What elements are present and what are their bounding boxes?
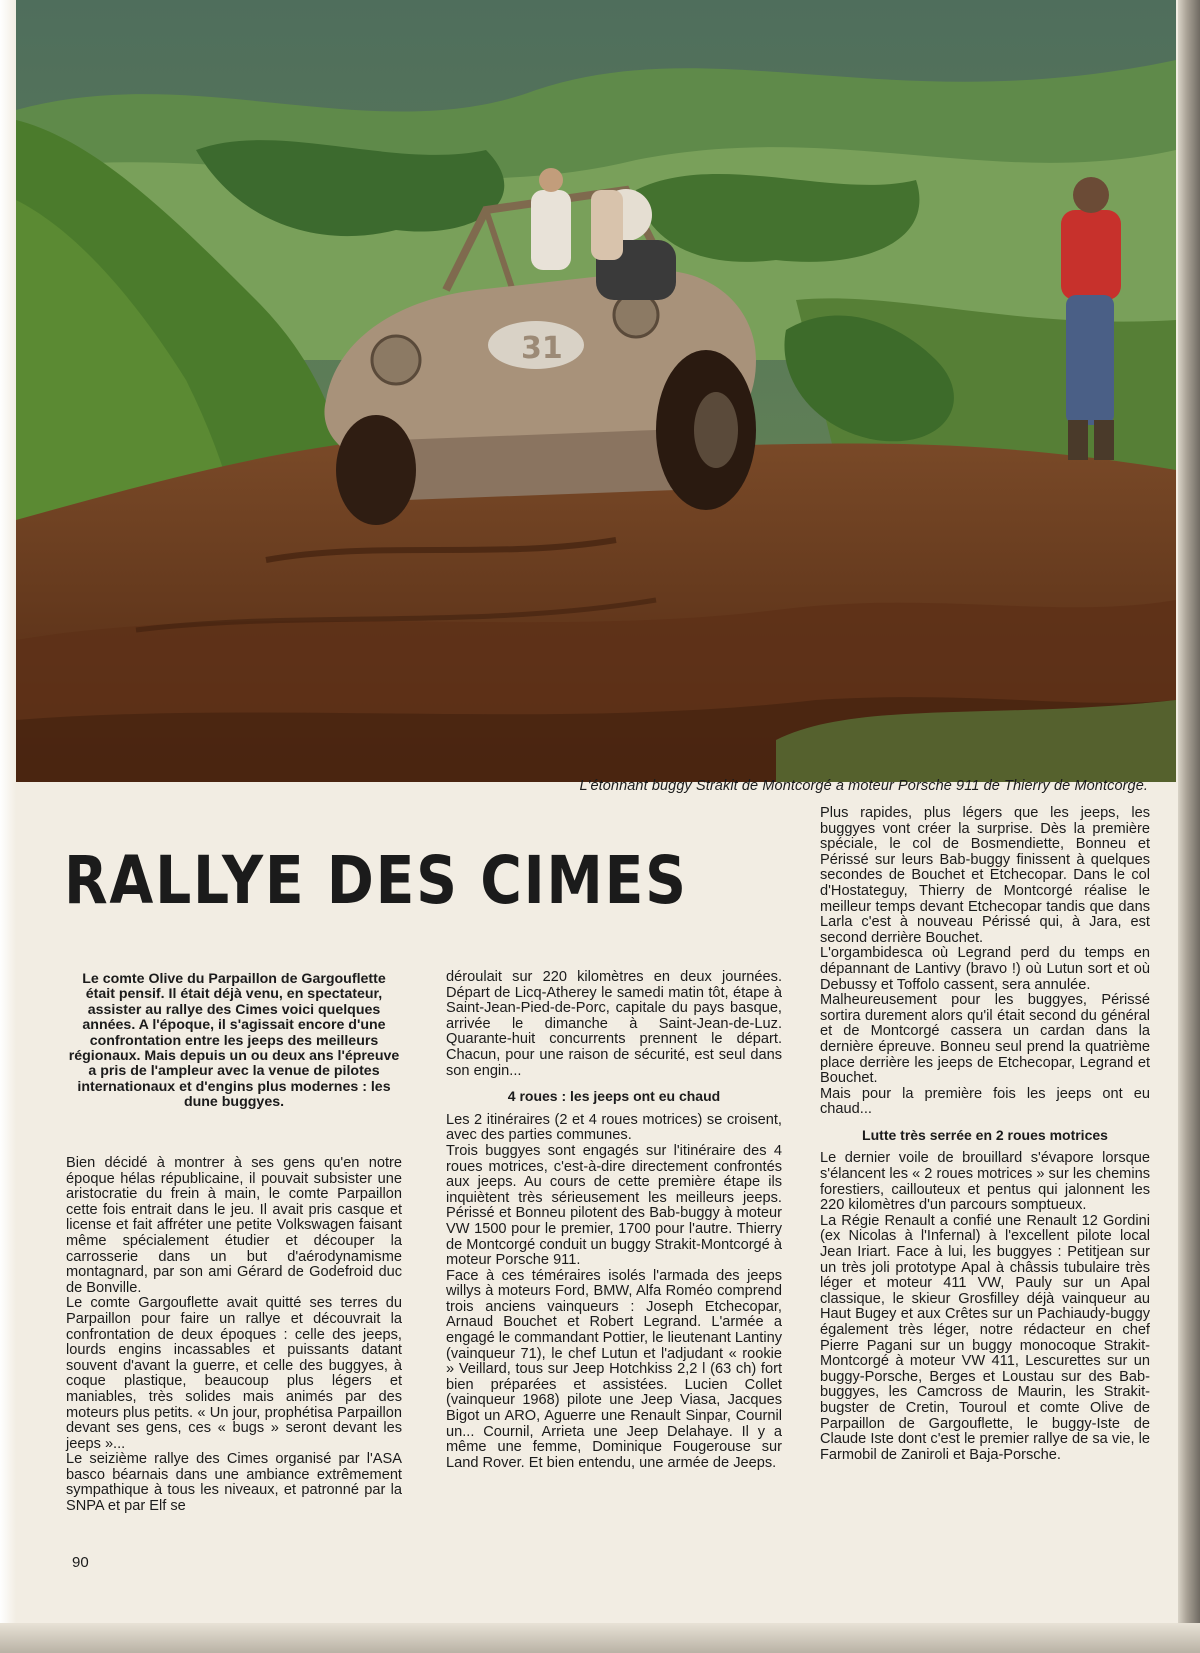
paragraph: Le seizième rallye des Cimes organisé par l'ASA basco béarnais dans une ambiance extrêmement sympathique à tous les niveaux, et patronné par la SNPA et par Elf se [66, 1451, 402, 1515]
article-title: RALLYE DES CIMES [64, 842, 688, 919]
article-intro: Le comte Olive du Parpaillon de Gargouflette était pensif. Il était déjà venu, en spectateur, assister au rallye des Cimes voici quelques années. A l'époque, il s'agissait encore d'une confrontation entre les jeeps des meilleurs régionaux. Mais depuis un ou deux ans l'épreuve a pris de l'ampleur avec la venue de pilotes internationaux et d'engins plus modernes : les dune buggyes. [68, 971, 400, 1111]
column-3 [820, 806, 1150, 1463]
paragraph: Face à ces téméraires isolés l'armada des jeeps willys à moteurs Ford, BMW, Alfa Roméo comprend trois anciens vainqueurs : Joseph Etchecopar, Arnaud Bouchet et Robert Legrand. L'armée a engagé le commandant Pottier, le lieutenant Lantiny (vainqueur 71), le chef Lutun et l'adjudant « rookie » Veillard, tous sur Jeep Hotchkiss 2,2 l (63 ch) fort bien préparées et assistées. Lucien Collet (vainqueur 1968) pilote une Jeep Viasa, Jacques Bigot un ARO, Aguerre une Renault Sinpar, Cournil un... Cournil, Arrieta une Jeep Delahaye. Il y a même une femme, Dominique Fougerouse sur Land Rover. Et bien entendu, une armée de Jeeps. [446, 1267, 782, 1471]
rally-photo [16, 0, 1176, 782]
paragraph: Bien décidé à montrer à ses gens qu'en notre époque hélas républicaine, il pouvait subsister une aristocratie du frein à main, le comte Parpaillon cette fois entrait dans le jeu. Il avait pris casque et license et fait affréter une petite Volkswagen faisant même spécialement étudier et découper la carrosserie dans un but d'aérodynamisme montagnard, par son ami Gérard de Godefroid duc de Bonville. [66, 1155, 402, 1296]
paragraph: Trois buggyes sont engagés sur l'itinéraire des 4 roues motrices, c'est-à-dire directement confrontés aux jeeps. Au cours de cette première étape ils inquiètent très sérieusement les meilleurs jeeps. Périssé et Bonneu pilotent des Bab-buggy à moteur VW 1500 pour le premier, 1700 pour l'autre. Thierry de Montcorgé conduit un buggy Strakit-Montcorgé à moteur Porsche 911. [446, 1142, 782, 1269]
column-1 [66, 1156, 402, 1515]
page-left-margin [0, 0, 16, 1653]
car-number: 31 [521, 331, 563, 366]
paragraph: Mais pour la première fois les jeeps ont eu chaud... [820, 1085, 1150, 1118]
paragraph: Le comte Gargouflette avait quitté ses terres du Parpaillon pour faire un rallye et découvrait la confrontation de deux époques : celle des jeeps, lourds engins incassables et puissants datant souvent d'avant la guerre, et celle des buggyes, à coque plastique, beaucoup plus légers et maniables, très solides mais animés par des moteurs plus petits. « Un jour, prophétisa Parpaillon devant ses gens, ces « bugs » seront devant les jeeps »... [66, 1295, 402, 1452]
paragraph: L'orgambidesca où Legrand perd du temps en dépannant de Lantivy (bravo !) où Lutun sort et où Debussy et Toffolo cassent, sera annulée. [820, 945, 1150, 993]
paragraph: déroulait sur 220 kilomètres en deux journées. Départ de Licq-Atherey le samedi matin tôt, étape à Saint-Jean-Pied-de-Porc, capitale du pays basque, arrivée le dimanche à Saint-Jean-de-Luz. Quarante-huit concurrents prennent le départ. Chacun, pour une raison de sécurité, est seul dans son engin... [446, 969, 782, 1079]
section-heading: Lutte très serrée en 2 roues motrices [862, 1126, 1108, 1143]
section-heading: 4 roues : les jeeps ont eu chaud [507, 1088, 721, 1105]
page-bottom-edge [0, 1623, 1200, 1653]
paragraph: La Régie Renault a confié une Renault 12 Gordini (ex Nicolas à l'Infernal) à l'excellent pilote local Jean Iriart. Face à lui, les buggyes : Petitjean sur un très joli prototype Apal à châssis tubulaire très léger et moteur 411 VW, Pauly sur un Apal classique, le skieur Grosfilley déjà vainqueur au Haut Bugey et aux Crêtes sur un Pachiaudy-buggy également très léger, notre rédacteur en chef Pierre Pagani sur un buggy monocoque Strakit-Montcorgé à moteur VW 411, Lescurettes sur un buggy-Porsche, Berges et Loustau sur des Bab-buggyes, les Camcross de Maurin, les Strakit-bugster de Cretin, Touroul et comte Olive de Parpaillon de Gargouflette, le buggy-Iste de Claude Iste dont c'est le premier rallye de sa vie, le Farmobil de Zaniroli et Baja-Porsche. [820, 1212, 1150, 1463]
page-right-edge [1178, 0, 1200, 1653]
column-2 [446, 970, 782, 1471]
paragraph: Les 2 itinéraires (2 et 4 roues motrices) se croisent, avec des parties communes. [446, 1111, 782, 1144]
photo-caption: L'étonnant buggy Strakit de Montcorgé a moteur Porsche 911 de Thierry de Montcorge. [579, 778, 1148, 794]
paragraph: Plus rapides, plus légers que les jeeps, les buggyes vont créer la surprise. Dès la première spéciale, le col de Bosmendiette, Bonneu et Périssé sur leurs Bab-buggy finissent à quelques secondes de Bouchet et Etchecopar. Dans le col d'Hostateguy, Thierry de Montcorgé réalise le meilleur temps devant Etchecopar tandis que dans Larla c'est à nouveau Périssé qui, à Jara, est second derrière Bouchet. [820, 805, 1150, 946]
page-number: 90 [72, 1554, 89, 1571]
paragraph: Le dernier voile de brouillard s'évapore lorsque s'élancent les « 2 roues motrices » sur les chemins forestiers, caillouteux et pentus qui jalonnent les 220 kilomètres d'un parcours somptueux. [820, 1150, 1150, 1214]
paragraph: Malheureusement pour les buggyes, Périssé sortira durement alors qu'il était second du général et de Montcorgé cassera un cardan dans la dernière épreuve. Bonneu seul prend la quatrième place derrière les jeeps de Etchecopar, Legrand et Bouchet. [820, 992, 1150, 1087]
